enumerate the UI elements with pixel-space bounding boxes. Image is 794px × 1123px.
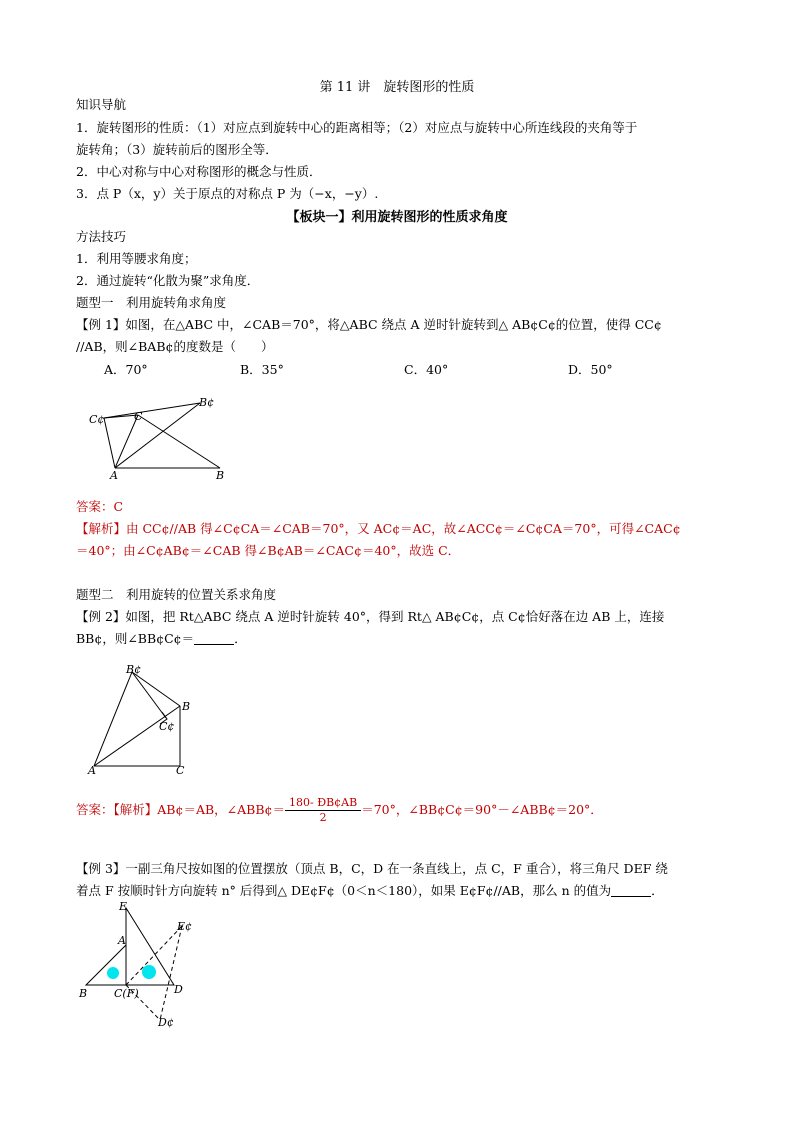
example1-answer: 答案：C xyxy=(76,499,124,514)
fraction-denominator: 2 xyxy=(319,811,327,824)
example3-question-line2 xyxy=(76,882,664,900)
example1-question-line2: //AB，则∠BAB¢的度数是（ ） xyxy=(76,339,274,354)
fig3-label-d: D xyxy=(174,983,183,996)
nav-point-3: 3．点 P（x，y）关于原点的对称点 P 为（−x，−y）. xyxy=(76,186,379,201)
example2-fraction xyxy=(285,796,361,825)
nav-point-1a: 1．旋转图形的性质：（1）对应点到旋转中心的距离相等；（2）对应点与旋转中心所连线段的夹角等于 xyxy=(76,120,638,135)
example1-solution-line1: 【解析】由 CC¢//AB 得∠C¢CA＝∠CAB＝70°，又 AC¢＝AC，故∠ACC¢＝∠C¢CA＝70°，可得∠CAC¢ xyxy=(76,521,681,536)
fig1-label-c: C xyxy=(134,410,143,423)
fig2-label-a: A xyxy=(88,764,96,777)
type2-heading: 题型二 利用旋转的位置关系求角度 xyxy=(76,587,277,602)
fig3-label-d-prime: D¢ xyxy=(158,1016,174,1029)
example2-solution-tag: 【解析】 xyxy=(113,802,158,817)
example3-figure xyxy=(74,900,204,1030)
fig1-label-b-prime: B¢ xyxy=(199,396,215,409)
answer-blank xyxy=(194,632,234,645)
example2-question-text: BB¢，则∠BB¢C¢＝ xyxy=(76,631,195,646)
marker-dot-right xyxy=(142,965,156,979)
nav-point-1b: 旋转角；（3）旋转前后的图形全等． xyxy=(76,142,278,157)
nav-point-2: 2．中心对称与中心对称图形的概念与性质． xyxy=(76,164,322,179)
example2-figure xyxy=(84,660,204,780)
example2-answer-label: 答案： xyxy=(76,802,114,817)
option-c: C．40° xyxy=(404,362,449,377)
section-heading: 【板块一】利用旋转图形的性质求角度 xyxy=(286,210,508,225)
example2-solution-part1: AB¢＝AB，∠ABB¢＝ xyxy=(157,802,285,817)
method-2: 2．通过旋转“化散为聚”求角度． xyxy=(76,273,260,288)
example2-question-end: ． xyxy=(234,631,247,646)
fig1-label-b: B xyxy=(216,469,225,482)
example2-answer-line xyxy=(76,796,603,825)
fig2-label-b: B xyxy=(182,700,191,713)
lecture-title: 第 11 讲 旋转图形的性质 xyxy=(319,80,475,95)
fig3-label-e-prime: E¢ xyxy=(177,920,193,933)
example3-question-line1: 【例 3】一副三角尺按如图的位置摆放（顶点 B，C，D 在一条直线上，点 C，F 重合），将三角尺 DEF 绕 xyxy=(76,861,668,876)
example3-question-text: 着点 F 按顺时针方向旋转 n° 后得到△ DE¢F¢（0＜n＜180），如果 E¢F¢//AB，那么 n 的值为 xyxy=(76,883,612,898)
option-b: B．35° xyxy=(240,362,284,377)
example2-question-line1: 【例 2】如图，把 Rt△ABC 绕点 A 逆时针旋转 40°，得到 Rt△ AB¢C¢，点 C¢恰好落在边 AB 上，连接 xyxy=(76,609,665,624)
example1-question-line1: 【例 1】如图，在△ABC 中，∠CAB＝70°，将△ABC 绕点 A 逆时针旋转到△ AB¢C¢的位置，使得 CC¢ xyxy=(76,317,662,332)
fig3-label-b: B xyxy=(79,987,88,1000)
example1-solution-line2: ＝40°；由∠C¢AB¢＝∠CAB 得∠B¢AB＝∠CAC¢＝40°，故选 C． xyxy=(76,543,461,558)
example1-figure xyxy=(80,388,240,484)
fig2-label-c-prime: C¢ xyxy=(159,720,175,733)
method-heading: 方法技巧 xyxy=(76,229,127,244)
fig1-label-c-prime: C¢ xyxy=(89,413,105,426)
fig2-label-c: C xyxy=(176,764,185,777)
fig3-label-a: A xyxy=(118,934,126,947)
fig3-label-e: E xyxy=(119,900,128,913)
fraction-numerator: 180- ÐB¢AB xyxy=(285,796,361,811)
fig1-label-a: A xyxy=(110,469,118,482)
option-a: A．70° xyxy=(104,362,148,377)
example2-solution-part2: ＝70°，∠BB¢C¢＝90°－∠ABB¢＝20°． xyxy=(361,802,603,817)
example2-question-line2 xyxy=(76,630,247,648)
fig3-label-c-f: C(F) xyxy=(114,987,139,1000)
fig2-label-b-prime: B¢ xyxy=(126,663,142,676)
method-1: 1．利用等腰求角度； xyxy=(76,251,197,266)
nav-heading: 知识导航 xyxy=(76,97,127,112)
option-d: D．50° xyxy=(568,362,613,377)
type1-heading: 题型一 利用旋转角求角度 xyxy=(76,295,227,310)
marker-dot-left xyxy=(107,967,119,979)
example3-question-end: ． xyxy=(651,883,664,898)
answer-blank-3 xyxy=(611,884,651,897)
